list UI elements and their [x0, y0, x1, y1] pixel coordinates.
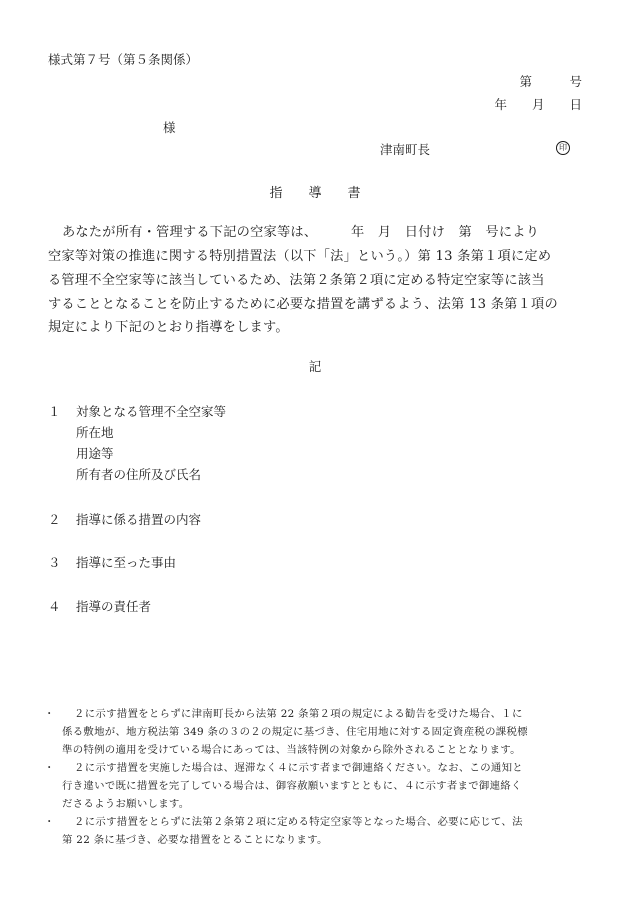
item-2-label: 指導に係る措置の内容	[76, 512, 202, 527]
seal-mark: 印	[556, 141, 570, 155]
note-3-line-1: ２に示す措置をとらずに法第２条第２項に定める特定空家等となった場合、必要に応じて、法	[74, 816, 523, 828]
note-1-line-1: ２に示す措置をとらずに津南町長から法第 22 条第２項の規定による勧告を受けた場合、１に	[74, 708, 523, 720]
note-2-line-3: ださるようお願いします。	[62, 798, 190, 810]
body-line-5: 規定により下記のとおり指導をします。	[48, 320, 289, 335]
note-1-line-2: 係る敷地が、地方税法第 349 条の３の２の規定に基づき、住宅用地に対する固定資産税の課税標	[62, 726, 528, 738]
body-line-3: る管理不全空家等に該当しているため、法第２条第２項に定める特定空家等に該当	[48, 273, 545, 288]
note-2-bullet: ・	[44, 762, 55, 774]
item-1-number: １	[48, 404, 61, 419]
item-4-number: ４	[48, 599, 61, 614]
body-line-4: することとなることを防止するために必要な措置を講ずるよう、法第 13 条第１項の	[48, 297, 558, 312]
note-3-line-2: 第 22 条に基づき、必要な措置をとることになります。	[62, 834, 328, 846]
item-2-number: ２	[48, 512, 61, 527]
note-3-bullet: ・	[44, 816, 55, 828]
ki-heading: 記	[308, 359, 322, 374]
item-1-sub-owner: 所有者の住所及び氏名	[76, 467, 202, 482]
document-date: 年 月 日	[494, 97, 582, 112]
issuer-name: 津南町長	[380, 142, 431, 157]
item-1-sub-usage: 用途等	[76, 446, 114, 461]
item-3-number: ３	[48, 555, 61, 570]
recipient-suffix: 様	[163, 120, 176, 135]
document-number: 第 号	[519, 74, 582, 89]
document-title: 指 導 書	[269, 186, 361, 201]
form-label: 様式第７号（第５条関係）	[48, 52, 199, 67]
note-1-bullet: ・	[44, 708, 55, 720]
note-1-line-3: 準の特例の適用を受けている場合にあっては、当該特例の対象から除外されることとなります。	[62, 744, 521, 756]
note-2-line-1: ２に示す措置を実施した場合は、遅滞なく４に示す者まで御連絡ください。なお、この通知と	[74, 762, 524, 774]
note-2-line-2: 行き違いで既に措置を完了している場合は、御容赦願いますとともに、４に示す者まで御連絡く	[62, 780, 522, 792]
item-4-label: 指導の責任者	[76, 599, 152, 614]
item-1-sub-location: 所在地	[76, 425, 114, 440]
item-3-label: 指導に至った事由	[76, 555, 177, 570]
item-1-label: 対象となる管理不全空家等	[76, 404, 227, 419]
body-line-2: 空家等対策の推進に関する特別措置法（以下「法」という。）第 13 条第１項に定め	[48, 249, 552, 264]
body-line-1: あなたが所有・管理する下記の空家等は、 年 月 日付け 第 号により	[62, 225, 540, 240]
